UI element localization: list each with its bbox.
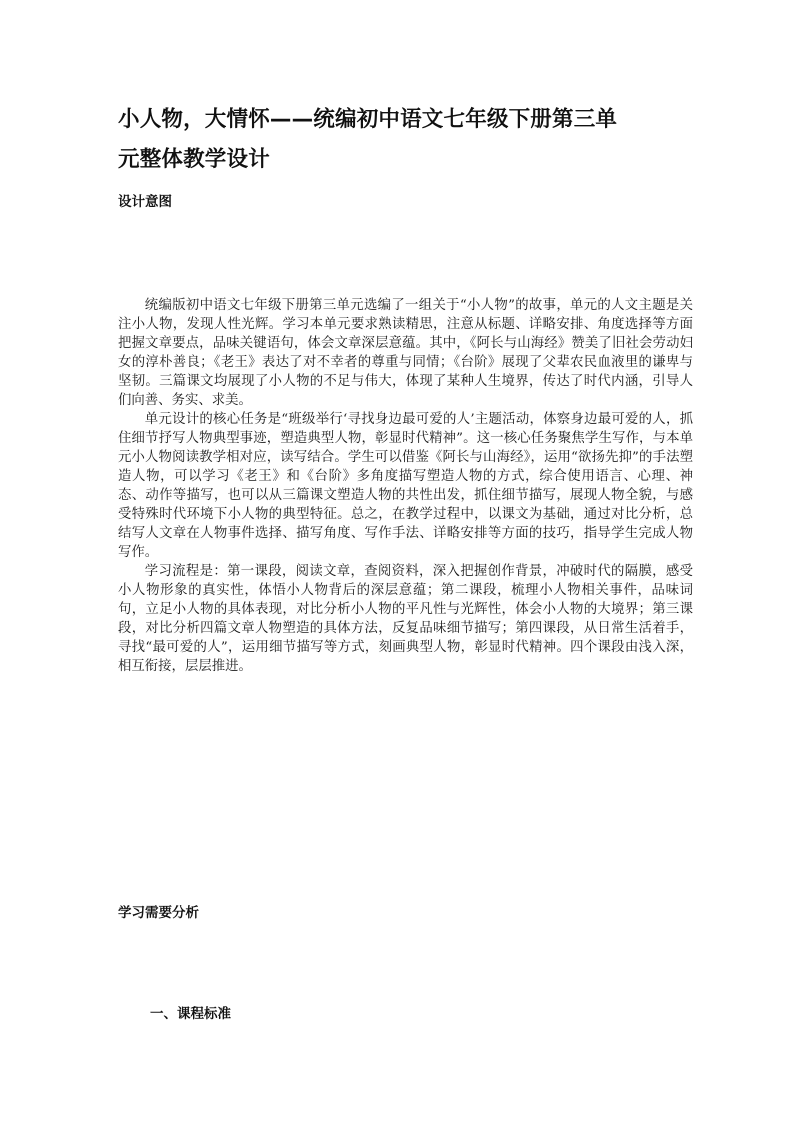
paragraph-unit-overview: 统编版初中语文七年级下册第三单元选编了一组关于“小人物”的故事，单元的人文主题是关注小人物，发现人性光辉。学习本单元要求熟读精思，注意从标题、详略安排、角度选择等方面把握文章要点，品味关键语句，体会文章深层意蕴。其中，《阿长与山海经》赞美了旧社会劳动妇女的淳朴善良；《老王》表达了对不幸者的尊重与同情；《台阶》展现了父辈农民血液里的谦卑与坚韧。三篇课文均展现了小人物的不足与伟大，体现了某种人生境界，传达了时代内涵，引导人们向善、务实、求美。 xyxy=(118,298,693,408)
title-line-1: 小人物，大情怀——统编初中语文七年级下册第三单 xyxy=(118,107,618,132)
design-intent-body xyxy=(118,296,693,676)
section-heading-curriculum-standard: 一、课程标准 xyxy=(150,1006,231,1022)
title-line-2: 元整体教学设计 xyxy=(118,147,270,172)
section-heading-design-intent: 设计意图 xyxy=(118,194,172,210)
document-title xyxy=(118,100,678,180)
paragraph-core-task: 单元设计的核心任务是“班级举行‘寻找身边最可爱的人’主题活动，体察身边最可爱的人，抓住细节抒写人物典型事迹，塑造典型人物，彰显时代精神”。这一核心任务聚焦学生写作，与本单元小人物阅读教学相对应，读写结合。学生可以借鉴《阿长与山海经》，运用“欲扬先抑”的手法塑造人物，可以学习《老王》和《台阶》多角度描写塑造人物的方式，综合使用语言、心理、神态、动作等描写，也可以从三篇课文塑造人物的共性出发，抓住细节描写，展现人物全貌，与感受特殊时代环境下小人物的典型特征。总之，在教学过程中，以课文为基础，通过对比分析，总结写人文章在人物事件选择、描写角度、写作手法、详略安排等方面的技巧，指导学生完成人物写作。 xyxy=(118,412,693,560)
section-heading-learning-needs: 学习需要分析 xyxy=(118,905,199,921)
paragraph-learning-process: 学习流程是：第一课段，阅读文章，查阅资料，深入把握创作背景，冲破时代的隔膜，感受小人物形象的真实性，体悟小人物背后的深层意蕴；第二课段，梳理小人物相关事件，品味词句，立足小人物的具体表现，对比分析小人物的平凡性与光辉性，体会小人物的大境界；第三课段，对比分析四篇文章人物塑造的具体方法，反复品味细节描写；第四课段，从日常生活着手，寻找“最可爱的人”，运用细节描写等方式，刻画典型人物，彰显时代精神。四个课段由浅入深，相互衔接，层层推进。 xyxy=(118,564,693,674)
